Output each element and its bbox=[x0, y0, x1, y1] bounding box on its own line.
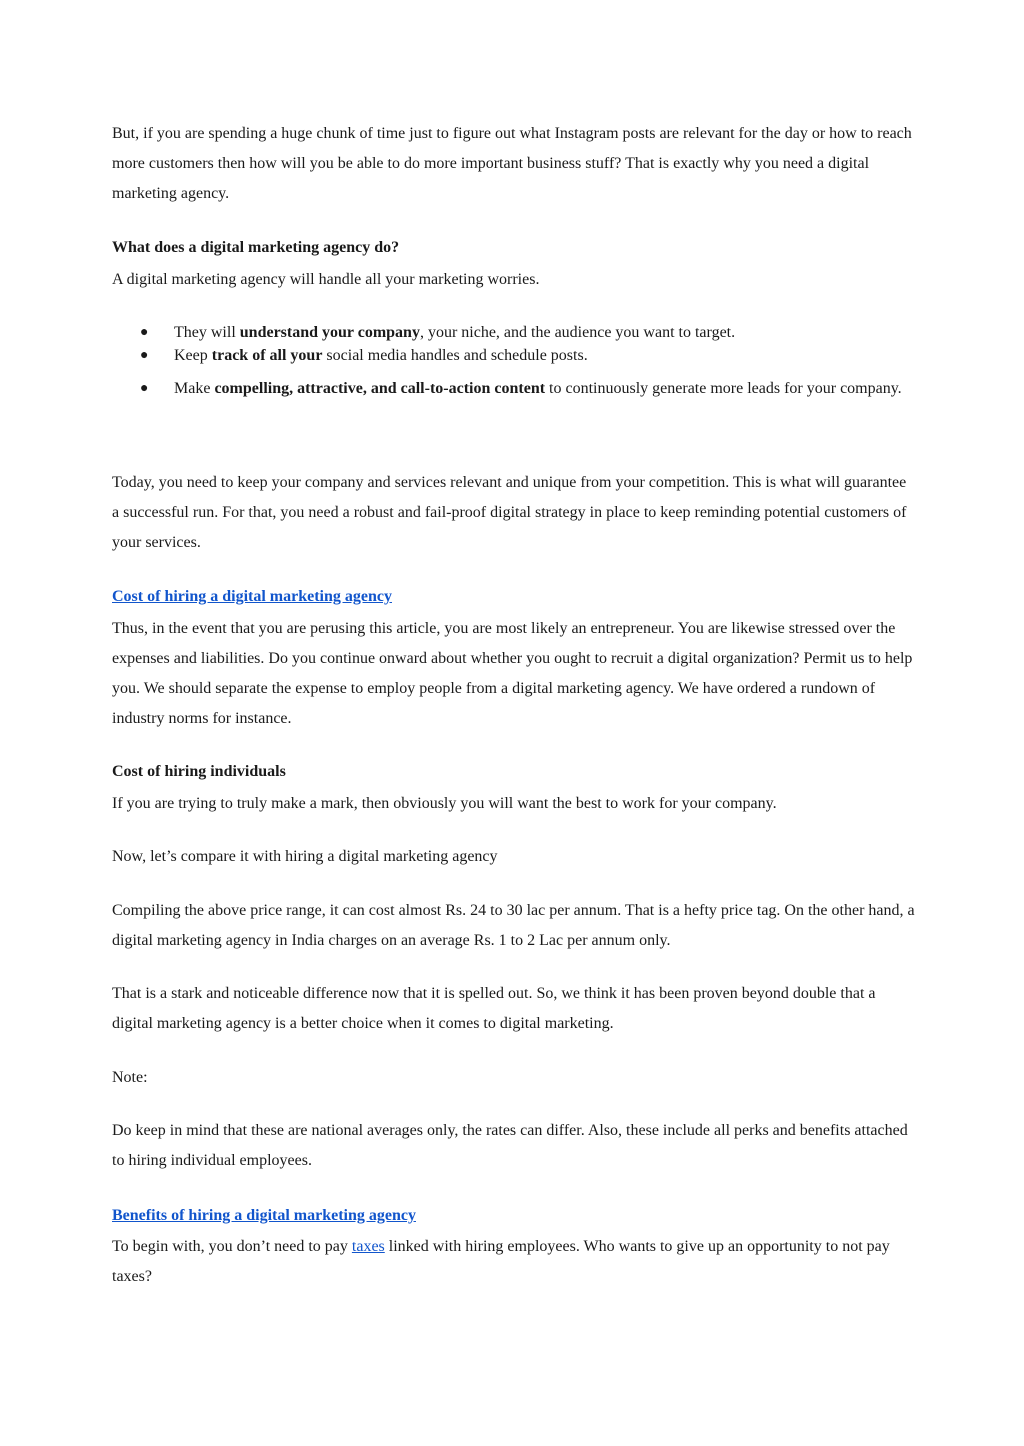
what-heading: What does a digital marketing agency do? bbox=[112, 239, 400, 256]
today-paragraph: Today, you need to keep your company and services relevant and unique from your competition. This is what will guarantee a successful run. For that, you need a robust and fail-proof digital strategy in place to keep reminding potential customers of your services. bbox=[112, 474, 907, 551]
benefits-heading-link[interactable]: Benefits of hiring a digital marketing agency bbox=[112, 1207, 416, 1224]
list-item: ● They will understand your company, your niche, and the audience you want to target. bbox=[140, 322, 910, 344]
intro-paragraph: But, if you are spending a huge chunk of time just to figure out what Instagram posts are relevant for the day or how to reach more customers then how will you be able to do more important business stuff? That is exactly why you need a digital marketing agency. bbox=[112, 125, 912, 202]
cost-agency-paragraph: Thus, in the event that you are perusing this article, you are most likely an entrepreneur. You are likewise stressed over the expenses and liabilities. Do you continue onward about whether you ought to recruit a digital organization? Permit us to help you. We should separate the expense to employ people from a digital marketing agency. We have ordered a rundown of industry norms for instance. bbox=[112, 620, 913, 727]
list-item: ● Keep track of all your social media handles and schedule posts. bbox=[140, 345, 910, 367]
bullet-icon: ● bbox=[140, 381, 149, 396]
bullet-icon: ● bbox=[140, 348, 149, 363]
services-list bbox=[140, 322, 910, 400]
price-paragraph: Compiling the above price range, it can cost almost Rs. 24 to 30 lac per annum. That is a hefty price tag. On the other hand, a digital marketing agency in India charges on an average Rs. 1 to 2 Lac per annum only. bbox=[112, 902, 915, 949]
cost-agency-heading-link[interactable]: Cost of hiring a digital marketing agency bbox=[112, 588, 392, 605]
benefits-paragraph: To begin with, you don’t need to pay taxes linked with hiring employees. Who wants to give up an opportunity to not pay taxes? bbox=[112, 1238, 890, 1285]
note-label: Note: bbox=[112, 1069, 148, 1086]
compare-paragraph: Now, let’s compare it with hiring a digital marketing agency bbox=[112, 848, 498, 865]
difference-paragraph: That is a stark and noticeable difference now that it is spelled out. So, we think it has been proven beyond double that a digital marketing agency is a better choice when it comes to digital marketing. bbox=[112, 985, 876, 1032]
bullet-icon: ● bbox=[140, 325, 149, 340]
note-paragraph: Do keep in mind that these are national averages only, the rates can differ. Also, these include all perks and benefits attached to hiring individual employees. bbox=[112, 1122, 908, 1169]
taxes-link[interactable]: taxes bbox=[351, 1238, 385, 1255]
list-item: ● Make compelling, attractive, and call-to-action content to continuously generate more leads for your company. bbox=[140, 378, 910, 400]
cost-individuals-heading: Cost of hiring individuals bbox=[112, 763, 286, 780]
cost-individuals-paragraph: If you are trying to truly make a mark, then obviously you will want the best to work for your company. bbox=[112, 795, 777, 812]
what-intro-paragraph: A digital marketing agency will handle all your marketing worries. bbox=[112, 271, 540, 288]
